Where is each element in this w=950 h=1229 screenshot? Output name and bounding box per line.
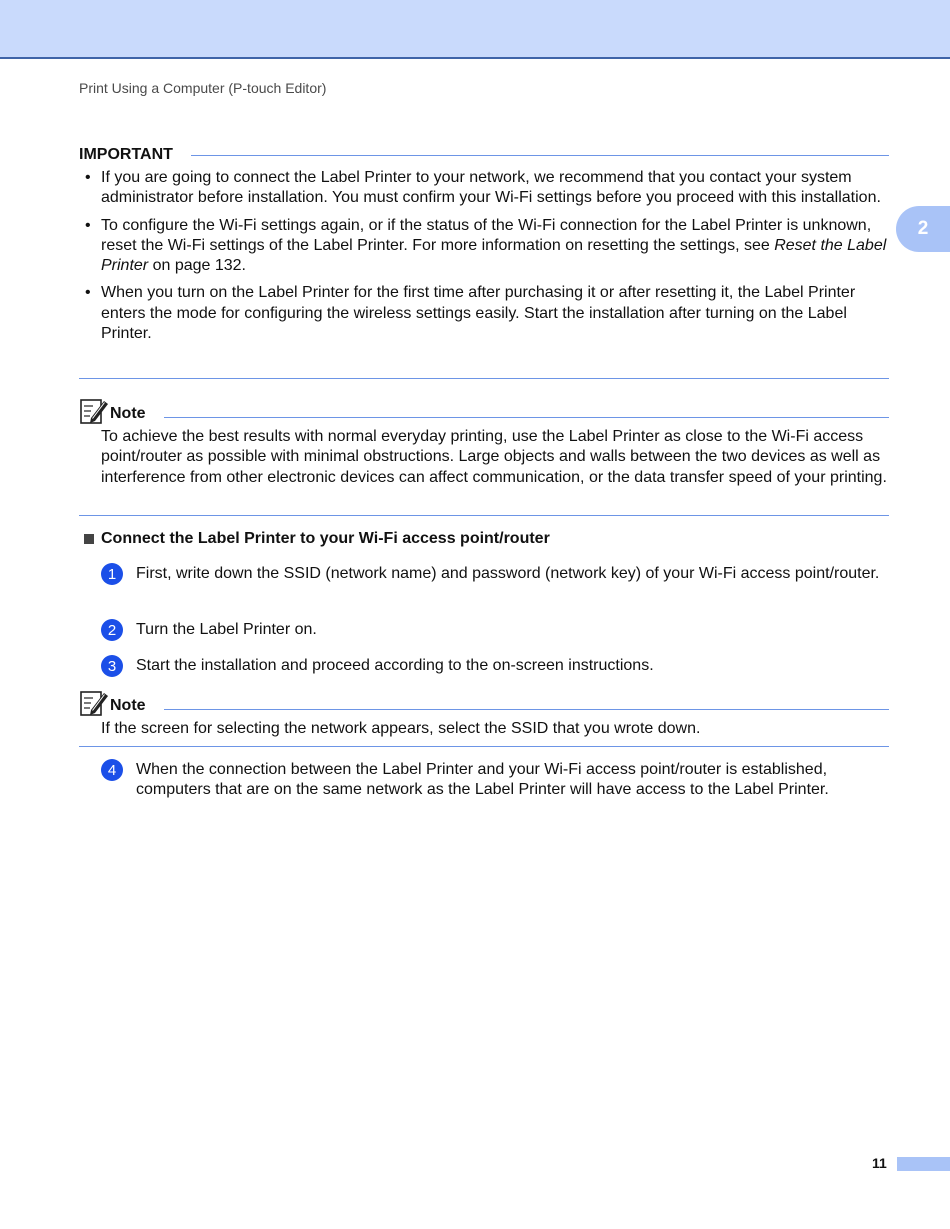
note-bottom-rule-2 [79, 746, 889, 747]
step-3 [101, 656, 891, 677]
note-box-2 [79, 690, 889, 739]
bullet-icon: • [85, 169, 91, 186]
important-rule [191, 155, 889, 156]
list-item [79, 283, 889, 344]
note-header [79, 690, 889, 716]
bullet-text: on page 132. [148, 257, 246, 275]
bullet-icon: • [85, 216, 91, 234]
step-number-icon: 4 [101, 759, 123, 781]
step-2 [101, 620, 891, 641]
step-number-icon: 3 [101, 655, 123, 677]
step-text: Start the installation and proceed according to the on-screen instructions. [136, 657, 654, 674]
note-header [79, 398, 889, 424]
step-number-icon: 1 [101, 563, 123, 585]
important-header [79, 145, 889, 165]
note-rule [164, 417, 889, 418]
bullet-text: When you turn on the Label Printer for the first time after purchasing it or after resetting it, the Label Printer enters the mode for configuring the wireless settings easily. Start the installation after turning on the Label Printer. [101, 284, 856, 343]
step-4 [101, 760, 891, 801]
page-number: 11 [872, 1155, 887, 1171]
chapter-tab: 2 [896, 206, 950, 252]
list-item [79, 168, 889, 209]
important-label: IMPORTANT [79, 146, 173, 163]
step-number-icon: 2 [101, 619, 123, 641]
top-header-band [0, 0, 950, 59]
running-title: Print Using a Computer (P-touch Editor) [79, 80, 327, 96]
bullet-text: If you are going to connect the Label Printer to your network, we recommend that you contact your system administrator before installation. You must confirm your Wi-Fi settings before you proceed with this installation. [101, 169, 881, 207]
footer-bar [897, 1157, 950, 1171]
note-pencil-icon [79, 689, 109, 717]
reset-printer-link[interactable]: Reset the Label Printer [101, 236, 887, 275]
bullet-text: To configure the Wi-Fi settings again, or if the status of the Wi-Fi connection for the Label Printer is unknown, reset the Wi-Fi settings of the Label Printer. For more information on resetting the settings, see [101, 216, 872, 254]
note-text: To achieve the best results with normal everyday printing, use the Label Printer as close to the Wi-Fi access point/router as possible with minimal obstructions. Large objects and walls between the two devices as well as interference from other electronic devices can affect communication, or the data transfer speed of your printing. [101, 428, 887, 486]
important-list [79, 168, 889, 344]
important-bottom-rule [79, 378, 889, 379]
bullet-icon: • [85, 284, 91, 302]
note-bottom-rule [79, 515, 889, 516]
section-heading [84, 530, 550, 548]
list-item [79, 216, 889, 277]
note-box [79, 398, 889, 488]
note-label: Note [110, 697, 146, 714]
step-text: When the connection between the Label Printer and your Wi-Fi access point/router is established, computers that are on the same network as the Label Printer will have access to the Label Printer. [136, 761, 829, 799]
note-pencil-icon [79, 397, 109, 425]
note-rule [164, 709, 889, 710]
step-text: First, write down the SSID (network name) and password (network key) of your Wi-Fi access point/router. [136, 565, 880, 582]
section-heading-text: Connect the Label Printer to your Wi-Fi access point/router [101, 530, 550, 547]
square-bullet-icon [84, 534, 94, 544]
note-text: If the screen for selecting the network appears, select the SSID that you wrote down. [101, 720, 701, 737]
important-box [79, 145, 889, 351]
note-label: Note [110, 405, 146, 422]
step-1 [101, 564, 891, 585]
step-text: Turn the Label Printer on. [136, 621, 317, 638]
